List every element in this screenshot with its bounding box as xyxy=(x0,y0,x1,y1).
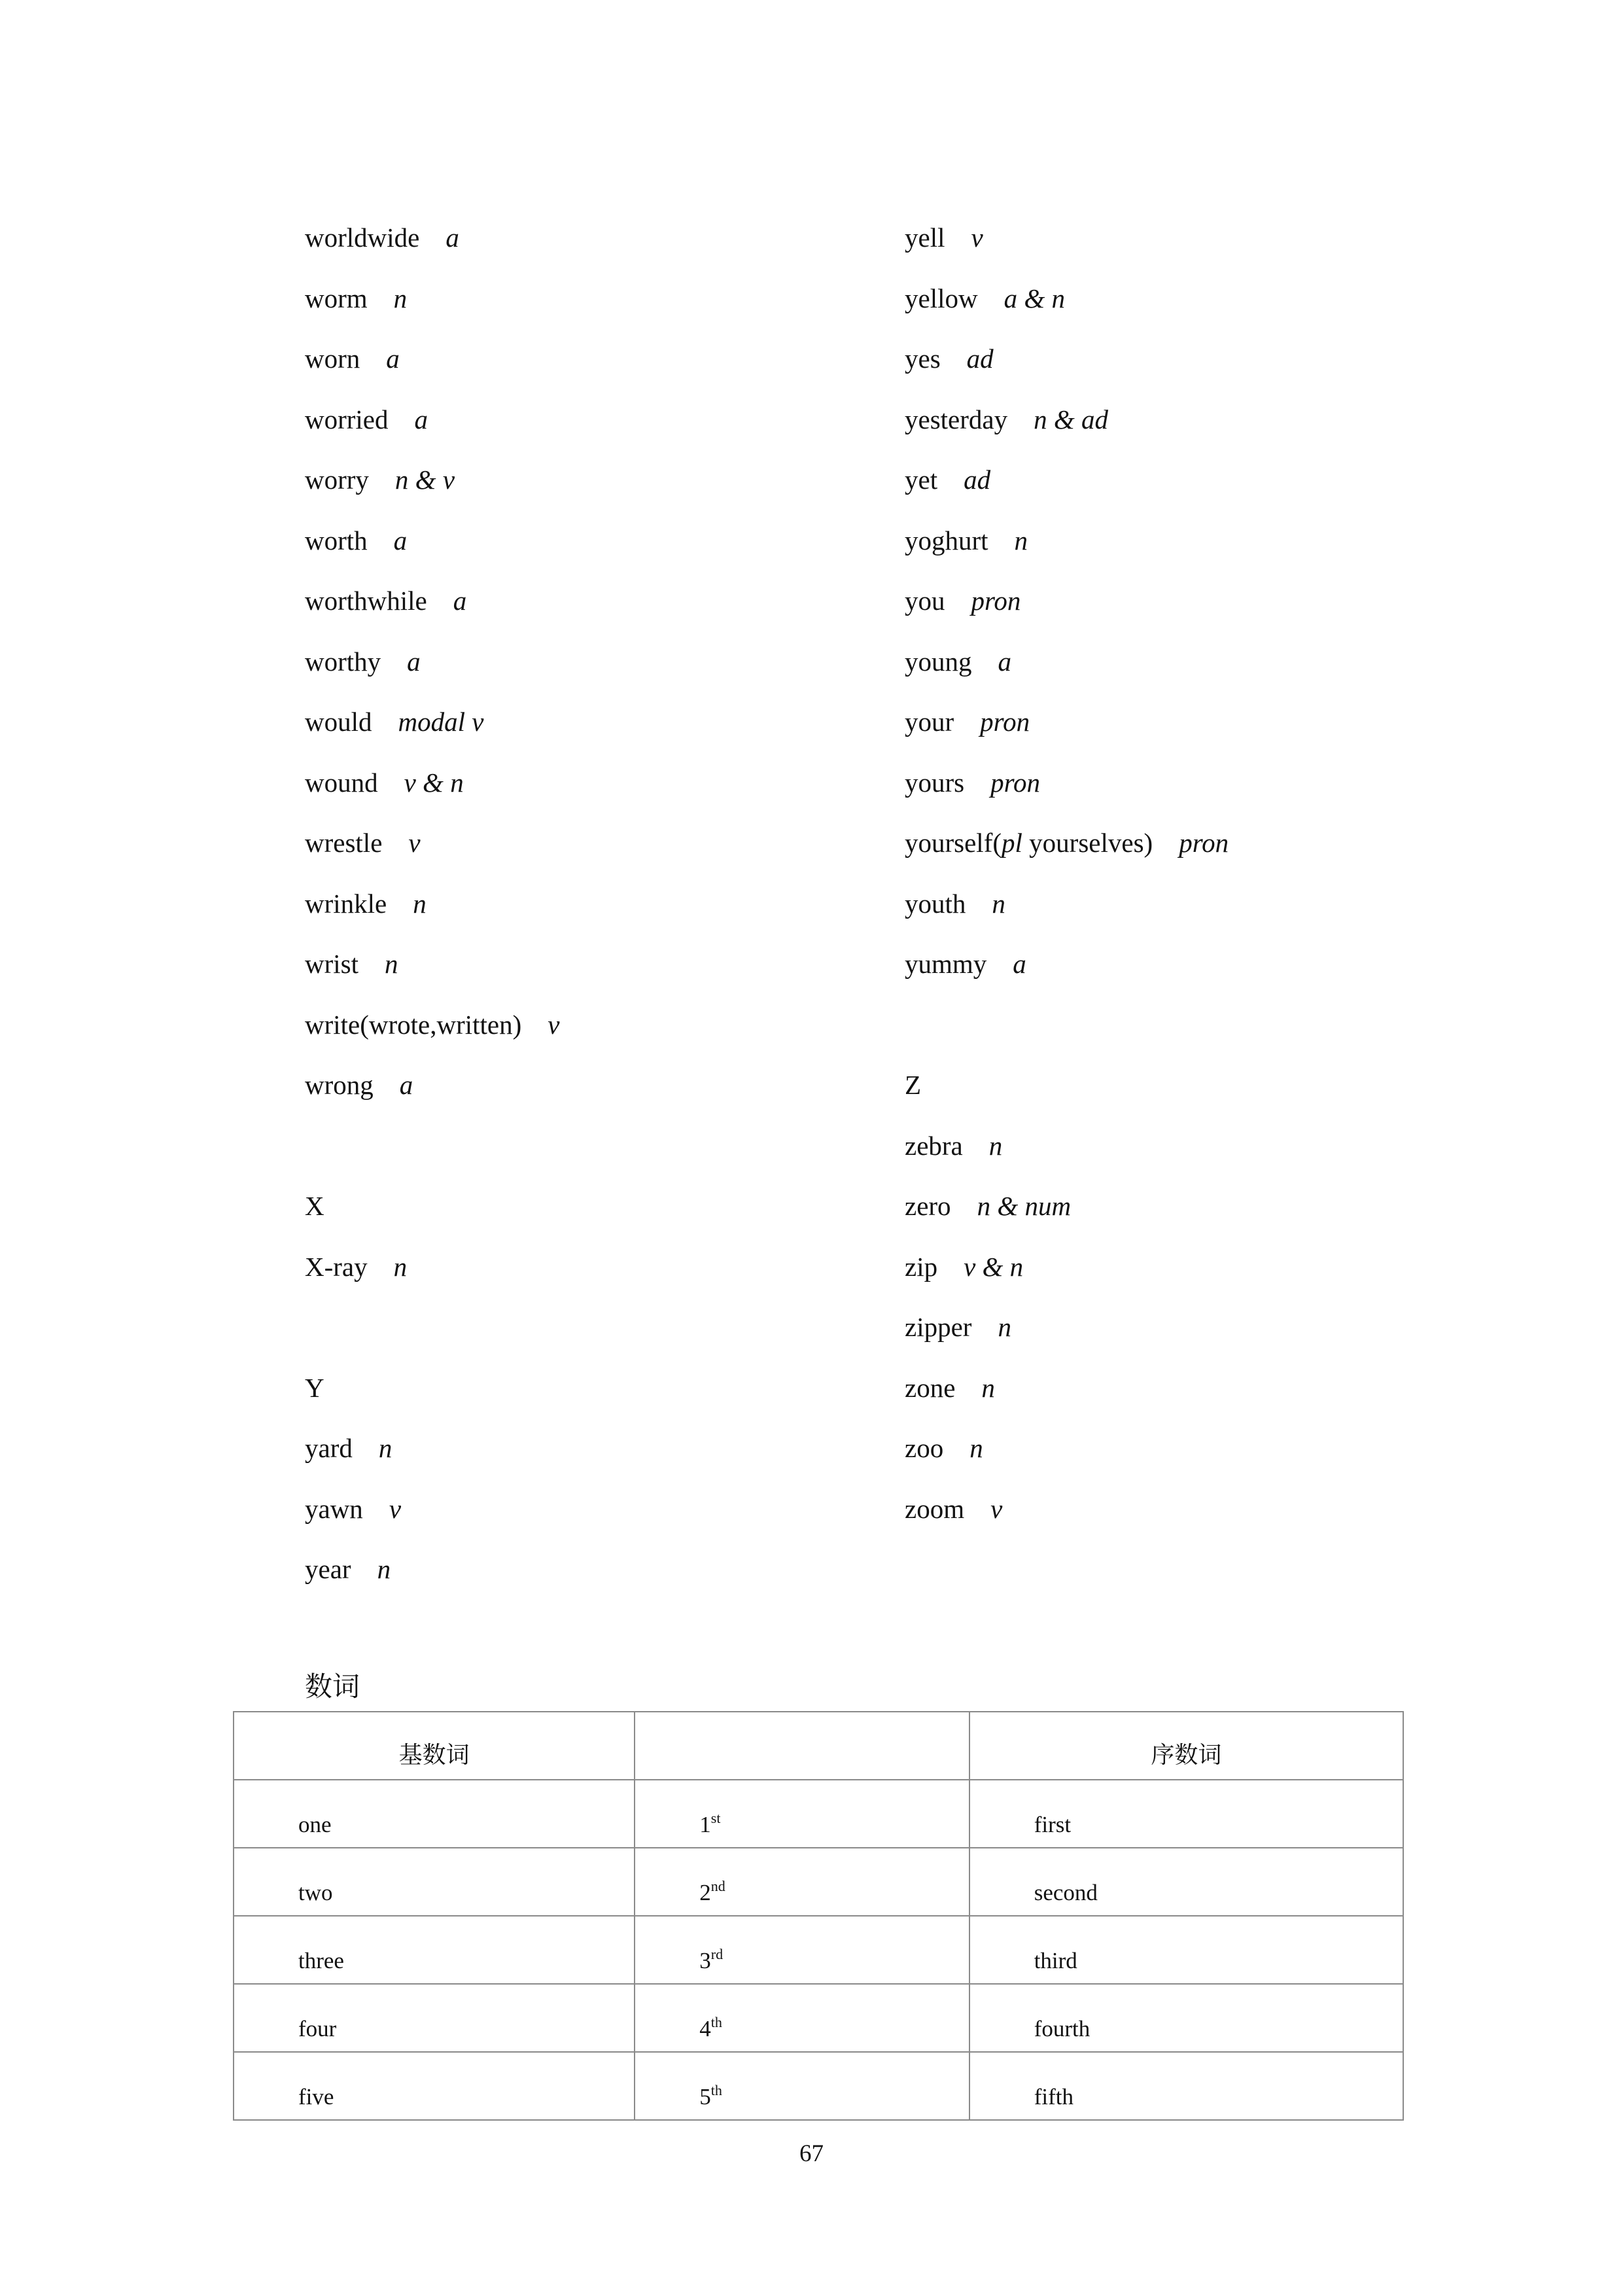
number-digit: 4 xyxy=(699,2016,711,2041)
entry-pos: v xyxy=(971,222,983,253)
entry-would xyxy=(305,697,881,758)
entry-word: yet xyxy=(905,465,938,495)
number-digit: 5 xyxy=(699,2084,711,2110)
entry-word: worth xyxy=(305,525,368,556)
entry-pos: pron xyxy=(990,767,1041,798)
entry-pos: n xyxy=(377,1554,391,1584)
entry-word: yard xyxy=(305,1433,353,1463)
entry-pos: a xyxy=(407,646,421,677)
entry-pos: a xyxy=(445,222,459,253)
cardinal-cell: two xyxy=(234,1848,635,1916)
entry-pos: a xyxy=(393,525,408,556)
entry-zone xyxy=(905,1363,1480,1424)
page-number: 67 xyxy=(799,2140,824,2167)
letter-heading: Y xyxy=(305,1372,324,1403)
entry-pos: pron xyxy=(980,707,1030,737)
entry-pos: v & n xyxy=(964,1251,1024,1282)
entry-pos: v xyxy=(990,1493,1003,1524)
entry-yawn xyxy=(305,1484,881,1545)
entry-pos: a xyxy=(998,646,1011,677)
entry-word: would xyxy=(305,707,372,737)
entry-word: year xyxy=(305,1554,351,1584)
entry-word: yourself( xyxy=(905,828,1002,858)
entry-zebra xyxy=(905,1121,1480,1182)
section-letter-y xyxy=(305,1363,881,1424)
entry-pos: n xyxy=(988,1130,1003,1161)
entry-wrist xyxy=(305,939,881,1000)
entry-word: yellow xyxy=(905,283,978,313)
entry-pos: a xyxy=(386,344,400,374)
entry-word: wrestle xyxy=(305,828,383,858)
entry-yourself xyxy=(905,818,1480,879)
entry-word: yawn xyxy=(305,1493,363,1524)
entry-word: write(wrote,written) xyxy=(305,1009,522,1040)
entry-pos: n xyxy=(1014,525,1028,556)
entry-word: your xyxy=(905,707,954,737)
entry-pos: ad xyxy=(966,344,994,374)
entry-pos: a & n xyxy=(1003,283,1065,313)
entry-wound xyxy=(305,758,881,819)
entry-pos: n xyxy=(378,1433,393,1463)
header-number xyxy=(635,1712,969,1780)
entry-wrong xyxy=(305,1060,881,1121)
entry-pos: a xyxy=(453,586,467,616)
entry-word: zone xyxy=(905,1372,956,1403)
entry-word: yours xyxy=(905,767,965,798)
entry-pos: n & v xyxy=(394,465,455,495)
entry-pos: pron xyxy=(1179,828,1229,858)
entry-pos: n xyxy=(393,1251,408,1282)
cardinal-cell: four xyxy=(234,1984,635,2052)
section-letter-z xyxy=(905,1060,1480,1121)
entry-young xyxy=(905,637,1480,698)
entry-word: wrinkle xyxy=(305,888,387,919)
ordinal-cell: first xyxy=(969,1780,1403,1848)
entry-worry xyxy=(305,455,881,516)
entry-yes xyxy=(905,334,1480,395)
entry-word: wound xyxy=(305,767,378,798)
entry-plural-marker: pl xyxy=(1002,828,1022,858)
entry-word: X-ray xyxy=(305,1251,368,1282)
table-row xyxy=(234,1848,1403,1916)
entry-zip xyxy=(905,1242,1480,1303)
table-row xyxy=(234,1916,1403,1984)
entry-pos: v & n xyxy=(404,767,464,798)
entry-pos: n & num xyxy=(977,1191,1072,1221)
section-letter-x xyxy=(305,1181,881,1242)
entry-word-tail: yourselves) xyxy=(1022,828,1153,858)
entry-write xyxy=(305,1000,881,1061)
entry-worthy xyxy=(305,637,881,698)
entry-word: wrist xyxy=(305,949,358,979)
ordinal-cell: fifth xyxy=(969,2052,1403,2120)
blank-line xyxy=(305,1302,881,1363)
entry-pos: n xyxy=(385,949,398,979)
entry-yellow xyxy=(905,274,1480,334)
number-cell xyxy=(635,1916,969,1984)
entry-word: wrong xyxy=(305,1070,374,1100)
number-suffix: rd xyxy=(710,1946,724,1962)
ordinal-cell: fourth xyxy=(969,1984,1403,2052)
entry-word: zipper xyxy=(905,1312,972,1342)
entry-x-ray xyxy=(305,1242,881,1303)
entry-worth xyxy=(305,516,881,576)
number-cell xyxy=(635,1984,969,2052)
entry-word: yes xyxy=(905,344,941,374)
header-cardinal: 基数词 xyxy=(234,1712,635,1780)
entry-word: yoghurt xyxy=(905,525,988,556)
entry-yours xyxy=(905,758,1480,819)
entry-zoom xyxy=(905,1484,1480,1545)
entry-word: worldwide xyxy=(305,222,420,253)
entry-youth xyxy=(905,879,1480,940)
entry-word: zoom xyxy=(905,1493,965,1524)
right-word-column xyxy=(905,213,1480,1544)
number-cell xyxy=(635,1780,969,1848)
cardinal-cell: five xyxy=(234,2052,635,2120)
entry-word: yell xyxy=(905,222,945,253)
number-suffix: st xyxy=(710,1810,721,1826)
number-suffix: th xyxy=(710,2014,722,2030)
entry-pos: n xyxy=(413,888,427,919)
ordinal-cell: third xyxy=(969,1916,1403,1984)
entry-year xyxy=(305,1544,881,1605)
entry-wrinkle xyxy=(305,879,881,940)
left-word-column xyxy=(305,213,881,1605)
table-row xyxy=(234,2052,1403,2120)
entry-worm xyxy=(305,274,881,334)
entry-yet xyxy=(905,455,1480,516)
entry-pos: v xyxy=(408,828,421,858)
number-digit: 3 xyxy=(699,1948,711,1973)
number-suffix: th xyxy=(710,2082,722,2098)
numerals-table xyxy=(233,1711,1404,2121)
entry-word: worthwhile xyxy=(305,586,427,616)
number-cell xyxy=(635,2052,969,2120)
entry-word: young xyxy=(905,646,972,677)
entry-pos: n xyxy=(969,1433,983,1463)
cardinal-cell: three xyxy=(234,1916,635,1984)
entry-word: worn xyxy=(305,344,360,374)
entry-wrestle xyxy=(305,818,881,879)
number-digit: 1 xyxy=(699,1812,711,1837)
entry-yummy xyxy=(905,939,1480,1000)
entry-pos: v xyxy=(389,1493,402,1524)
letter-heading: Z xyxy=(905,1070,922,1100)
letter-heading: X xyxy=(305,1191,324,1221)
numerals-section-title: 数词 xyxy=(305,1670,360,1703)
entry-word: worm xyxy=(305,283,368,313)
header-ordinal: 序数词 xyxy=(969,1712,1403,1780)
blank-line xyxy=(905,1000,1480,1061)
entry-yell xyxy=(905,213,1480,274)
entry-word: yesterday xyxy=(905,404,1008,434)
blank-line xyxy=(305,1121,881,1182)
cardinal-cell: one xyxy=(234,1780,635,1848)
entry-yoghurt xyxy=(905,516,1480,576)
table-row xyxy=(234,1780,1403,1848)
entry-pos: n & ad xyxy=(1034,404,1108,434)
entry-word: zoo xyxy=(905,1433,944,1463)
entry-zoo xyxy=(905,1423,1480,1484)
entry-yard xyxy=(305,1423,881,1484)
entry-word: worry xyxy=(305,465,369,495)
entry-worldwide xyxy=(305,213,881,274)
entry-pos: modal v xyxy=(398,707,484,737)
entry-pos: v xyxy=(548,1009,560,1040)
number-cell xyxy=(635,1848,969,1916)
entry-pos: n xyxy=(981,1372,995,1403)
number-digit: 2 xyxy=(699,1880,711,1905)
entry-worried xyxy=(305,395,881,455)
entry-pos: n xyxy=(998,1312,1011,1342)
entry-zipper xyxy=(905,1302,1480,1363)
table-header-row xyxy=(234,1712,1403,1780)
entry-yesterday xyxy=(905,395,1480,455)
entry-worthwhile xyxy=(305,576,881,637)
entry-word: you xyxy=(905,586,945,616)
entry-word: youth xyxy=(905,888,966,919)
ordinal-cell: second xyxy=(969,1848,1403,1916)
entry-word: worried xyxy=(305,404,389,434)
entry-worn xyxy=(305,334,881,395)
entry-zero xyxy=(905,1181,1480,1242)
entry-pos: a xyxy=(1013,949,1026,979)
entry-word: yummy xyxy=(905,949,987,979)
entry-word: zebra xyxy=(905,1130,963,1161)
entry-word: zero xyxy=(905,1191,951,1221)
entry-pos: n xyxy=(393,283,408,313)
entry-pos: n xyxy=(992,888,1005,919)
entry-your xyxy=(905,697,1480,758)
entry-pos: ad xyxy=(964,465,991,495)
entry-you xyxy=(905,576,1480,637)
number-suffix: nd xyxy=(710,1878,725,1894)
entry-pos: pron xyxy=(971,586,1021,616)
entry-pos: a xyxy=(414,404,428,434)
entry-word: zip xyxy=(905,1251,938,1282)
table-row xyxy=(234,1984,1403,2052)
entry-pos: a xyxy=(399,1070,413,1100)
entry-word: worthy xyxy=(305,646,381,677)
